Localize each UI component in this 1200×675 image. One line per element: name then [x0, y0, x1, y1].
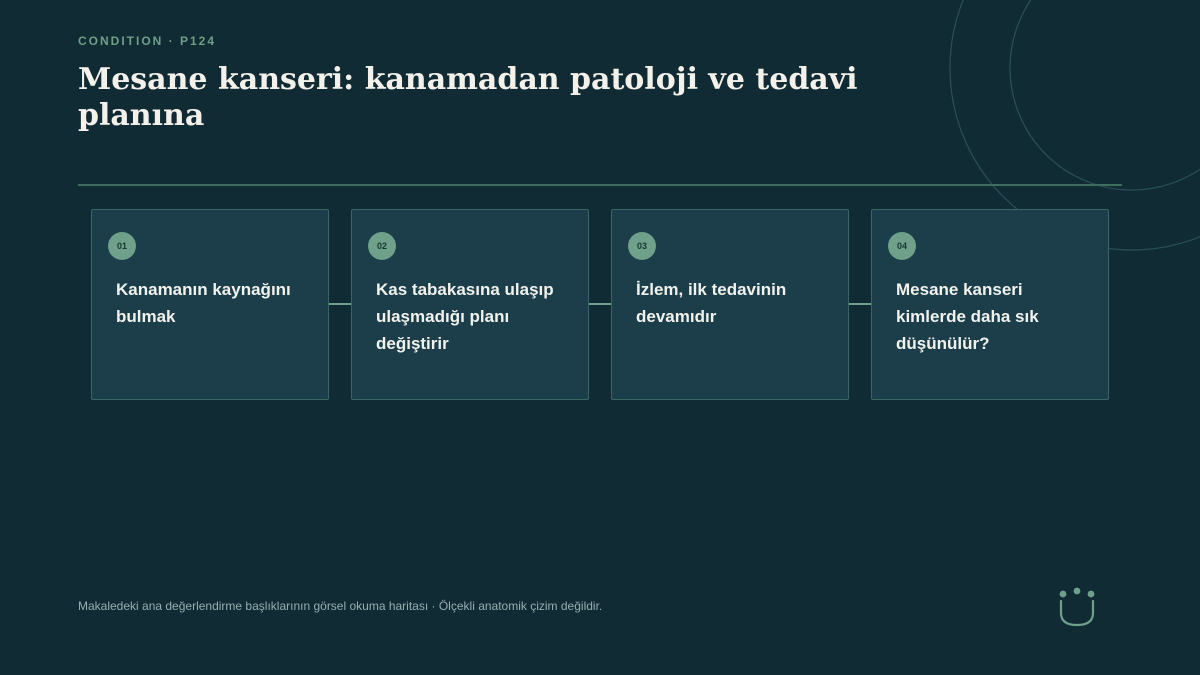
step-number-badge: 01 [108, 232, 136, 260]
title-divider [78, 184, 1122, 186]
eyebrow-label: CONDITION · P124 [78, 34, 217, 48]
step-label: İzlem, ilk tedavinin devamıdır [636, 280, 787, 326]
footnote: Makaledeki ana değerlendirme başlıklarının görsel okuma haritası · Ölçekli anatomik çizim değildir. [78, 599, 603, 613]
step-number-badge: 02 [368, 232, 396, 260]
step-connector-3 [849, 303, 871, 305]
step-card-2 [351, 209, 589, 400]
step-card-4 [871, 209, 1109, 400]
step-card-3 [611, 209, 849, 400]
step-label: Mesane kanseri kimlerde daha sık düşünülür? [896, 280, 1039, 353]
stethoscope-mark-icon [1054, 585, 1100, 631]
step-label: Kas tabakasına ulaşıp ulaşmadığı planı değiştirir [376, 280, 554, 353]
step-connector-2 [589, 303, 611, 305]
step-connector-1 [329, 303, 351, 305]
step-number-badge: 04 [888, 232, 916, 260]
page-title: Mesane kanseri: kanamadan patoloji ve tedavi planına [78, 62, 858, 133]
step-label: Kanamanın kaynağını bulmak [116, 280, 291, 326]
step-number-badge: 03 [628, 232, 656, 260]
step-card-1 [91, 209, 329, 400]
